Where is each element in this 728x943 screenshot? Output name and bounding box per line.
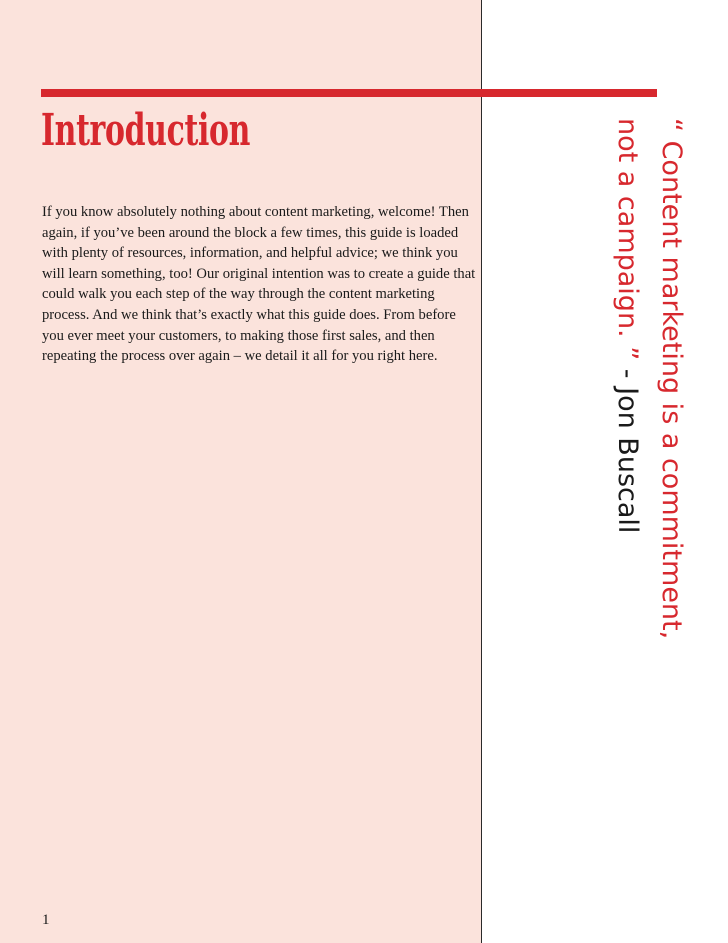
quote-line-2-text: not a campaign. ”	[612, 118, 643, 361]
quote-attribution: - Jon Buscall	[612, 360, 643, 534]
quote-line-2	[605, 118, 649, 678]
page-divider	[481, 0, 482, 943]
pull-quote	[593, 118, 693, 678]
quote-line-1: “ Content marketing is a commitment,	[656, 118, 687, 640]
page-number: 1	[42, 912, 50, 928]
intro-paragraph: If you know absolutely nothing about content marketing, welcome! Then again, if you’ve been around the block a few times, this guide is loaded with plenty of resources, information, and helpful advice; we think you will learn something, too! Our original intention was to create a guide that could walk you each step of the way through the content marketing process. And we think that’s exactly what this guide does. From before you ever meet your customers, to making those first sales, and then repeating the process over again – we detail it all for you right here.	[42, 204, 476, 365]
page-title: Introduction	[41, 105, 251, 156]
